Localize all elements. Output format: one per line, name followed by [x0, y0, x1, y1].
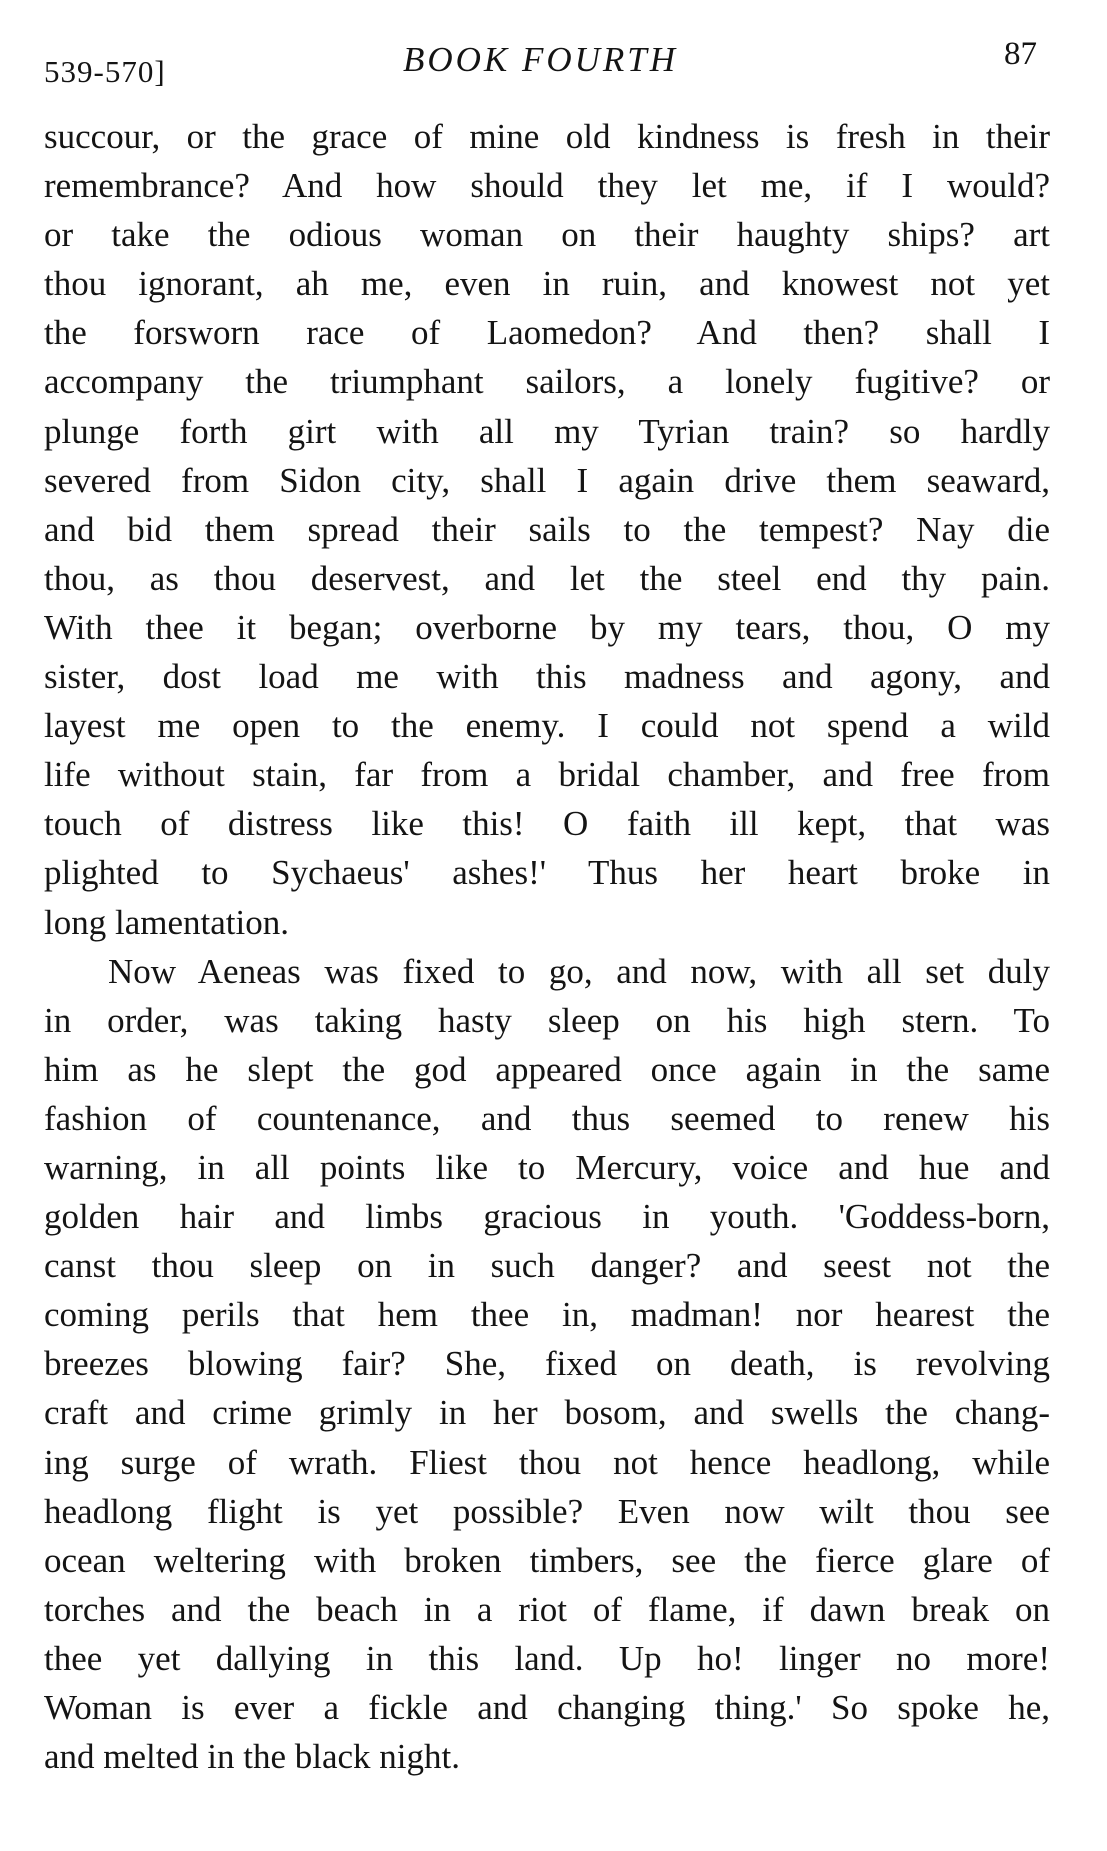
text-line: Woman is ever a fickle and changing thing.' So spoke he, [44, 1688, 1050, 1727]
text-line: warning, in all points like to Mercury, voice and hue and [44, 1147, 1050, 1187]
paragraph-1 [44, 112, 1050, 947]
page-number: 87 [1004, 36, 1037, 72]
body-text [44, 112, 1050, 1781]
text-line: accompany the triumphant sailors, a lonely fugitive? or [44, 362, 1050, 402]
text-line: plighted to Sychaeus' ashes!' Thus her heart broke in [44, 853, 1050, 893]
text-line: and melted in the black night. [44, 1737, 461, 1777]
text-line: layest me open to the enemy. I could not spend a wild [44, 706, 1050, 746]
text-line: him as he slept the god appeared once again in the same [44, 1049, 1050, 1089]
text-line: and bid them spread their sails to the tempest? Nay die [44, 509, 1050, 549]
running-header [44, 36, 1037, 89]
text-line: fashion of countenance, and thus seemed to renew his [44, 1098, 1050, 1138]
text-line: severed from Sidon city, shall I again drive them seaward, [44, 460, 1050, 500]
text-line: plunge forth girt with all my Tyrian train? so hardly [44, 411, 1050, 451]
text-line: thee yet dallying in this land. Up ho! linger no more! [44, 1638, 1050, 1678]
text-line: thou ignorant, ah me, even in ruin, and knowest not yet [44, 264, 1050, 304]
text-line: or take the odious woman on their haughty ships? art [44, 215, 1050, 255]
text-line: long lamentation. [44, 902, 289, 942]
text-line: thou, as thou deservest, and let the steel end thy pain. [44, 558, 1050, 598]
running-title: BOOK FOURTH [402, 40, 679, 79]
text-line: life without stain, far from a bridal chamber, and free from [44, 755, 1050, 795]
text-line: the forsworn race of Laomedon? And then? shall I [44, 313, 1050, 353]
text-line: in order, was taking hasty sleep on his high stern. To [44, 1000, 1050, 1040]
line-range: 539-570] [44, 54, 166, 89]
text-line: Now Aeneas was fixed to go, and now, with all set duly [108, 951, 1050, 991]
text-line: touch of distress like this! O faith ill kept, that was [44, 804, 1050, 844]
text-line: golden hair and limbs gracious in youth. 'Goddess-born, [44, 1197, 1050, 1237]
text-line: ocean weltering with broken timbers, see the fierce glare of [44, 1540, 1050, 1580]
text-line: With thee it began; overborne by my tears, thou, O my [44, 607, 1050, 647]
text-line: ing surge of wrath. Fliest thou not hence headlong, while [44, 1442, 1050, 1482]
text-line: torches and the beach in a riot of flame, if dawn break on [44, 1589, 1050, 1629]
text-line: coming perils that hem thee in, madman! nor hearest the [44, 1295, 1050, 1335]
text-line: succour, or the grace of mine old kindness is fresh in their [44, 117, 1050, 156]
text-line: canst thou sleep on in such danger? and seest not the [44, 1246, 1050, 1286]
text-line: remembrance? And how should they let me, if I would? [44, 166, 1050, 206]
text-line: craft and crime grimly in her bosom, and swells the chang- [44, 1393, 1050, 1433]
text-line: breezes blowing fair? She, fixed on death, is revolving [44, 1344, 1050, 1384]
paragraph-2 [44, 947, 1050, 1782]
text-line: headlong flight is yet possible? Even now wilt thou see [44, 1491, 1050, 1531]
text-line: sister, dost load me with this madness and agony, and [44, 657, 1050, 697]
